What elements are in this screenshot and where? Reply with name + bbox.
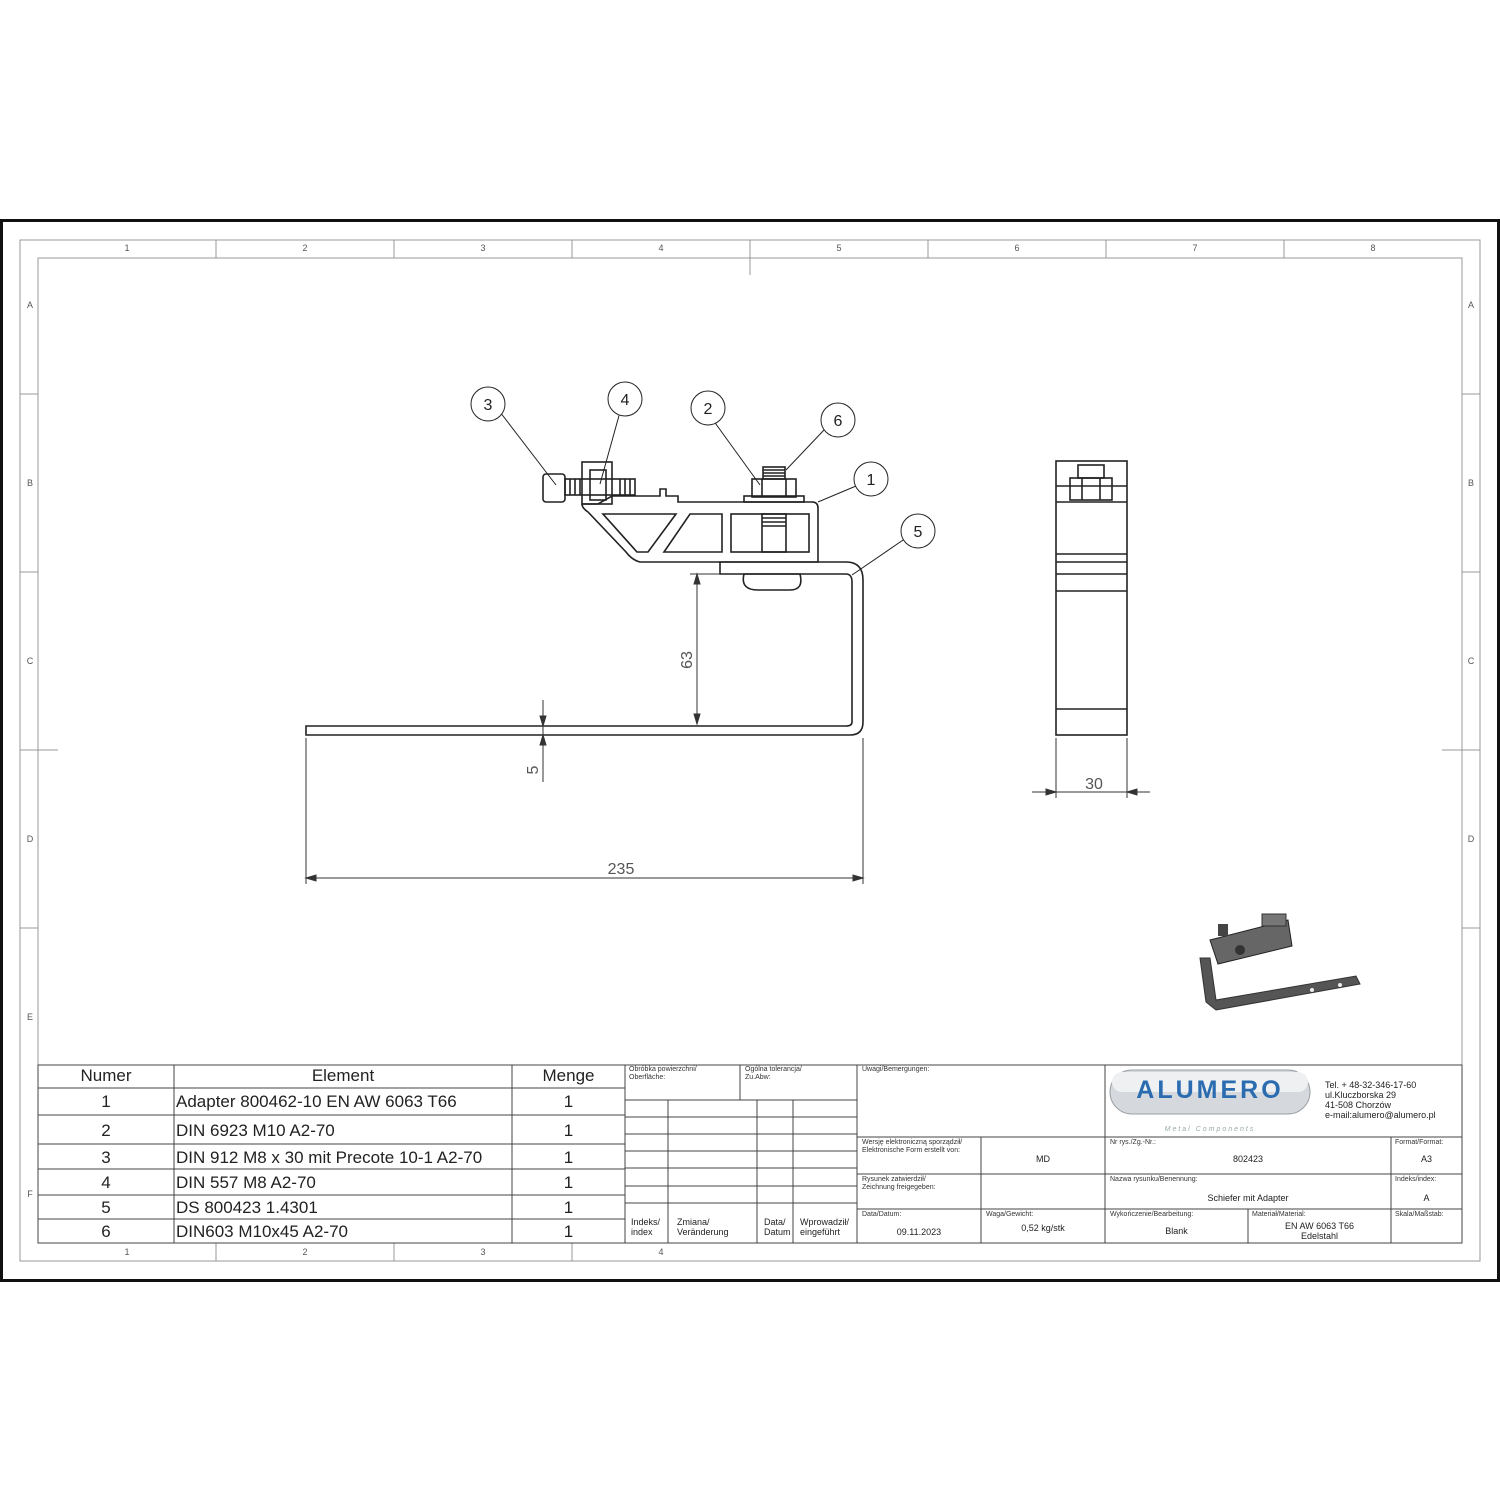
tolerance-label-1: Ogólna tolerancja/ xyxy=(745,1066,802,1073)
rev-entered-2: eingeführt xyxy=(800,1227,841,1237)
zone-bottom-col-3: 3 xyxy=(480,1247,486,1257)
bom-row-5-qty: 1 xyxy=(563,1198,574,1217)
zone-row-a-right: A xyxy=(1467,300,1475,310)
bom-header-element: Element xyxy=(311,1066,375,1085)
zone-col-1: 1 xyxy=(124,243,130,253)
zone-row-c-right: C xyxy=(1467,656,1475,666)
isometric-preview xyxy=(1200,914,1360,1010)
zone-row-f: F xyxy=(27,1189,33,1199)
material-value-2: Edelstahl xyxy=(1300,1231,1339,1241)
index-label: Indeks/index: xyxy=(1395,1176,1437,1183)
callout-1-label: 1 xyxy=(866,472,876,489)
rev-index-1: Indeks/ xyxy=(631,1217,661,1227)
rev-date-2: Datum xyxy=(764,1227,791,1237)
zone-row-b: B xyxy=(26,478,34,488)
company-phone: Tel. + 48-32-346-17-60 xyxy=(1325,1080,1417,1090)
bom-row-4-element: DIN 557 M8 A2-70 xyxy=(176,1173,316,1192)
name-value: Schiefer mit Adapter xyxy=(1207,1193,1289,1203)
front-view xyxy=(306,462,863,735)
adapter-cavity-3 xyxy=(731,514,809,552)
approved-label-1: Rysunek zatwierdził/ xyxy=(862,1176,926,1183)
bolt-6-head xyxy=(743,574,801,590)
bom-row-4-num: 4 xyxy=(101,1173,111,1192)
tolerance-label-2: Zu.Abw: xyxy=(745,1074,771,1081)
surface-label-2: Oberfläche: xyxy=(629,1074,666,1081)
bom-row-5-num: 5 xyxy=(101,1198,111,1217)
dim-30: 30 xyxy=(1085,776,1103,793)
zone-bottom-col-4: 4 xyxy=(658,1247,664,1257)
bom-row-1-num: 1 xyxy=(101,1092,111,1111)
bom-row-4-qty: 1 xyxy=(563,1173,574,1192)
bom-row-6-element: DIN603 M10x45 A2-70 xyxy=(176,1222,348,1241)
callout-5-label: 5 xyxy=(913,524,923,541)
drawing-no-label: Nr rys./Zg.-Nr.: xyxy=(1110,1139,1156,1146)
adapter-cavity-1 xyxy=(603,514,676,552)
drawing-no-value: 802423 xyxy=(1232,1154,1264,1164)
zone-col-8: 8 xyxy=(1370,243,1376,253)
format-label: Format/Format: xyxy=(1395,1139,1444,1146)
rev-date-1: Data/ xyxy=(764,1217,786,1227)
bom-row-3-element: DIN 912 M8 x 30 mit Precote 10-1 A2-70 xyxy=(176,1148,483,1167)
dim-5: 5 xyxy=(525,765,542,775)
zone-row-a: A xyxy=(26,300,34,310)
dim-63: 63 xyxy=(679,651,696,669)
bom-header-num: Numer xyxy=(80,1066,132,1085)
zone-bottom-col-1: 1 xyxy=(124,1247,130,1257)
bom-header-qty: Menge xyxy=(542,1066,595,1085)
zone-row-e: E xyxy=(26,1012,34,1022)
callout-4-label: 4 xyxy=(620,392,630,409)
side-view xyxy=(1056,461,1127,735)
bom-row-1-qty: 1 xyxy=(563,1092,574,1111)
company-city: 41-508 Chorzów xyxy=(1325,1100,1392,1110)
bom-row-6-num: 6 xyxy=(101,1222,111,1241)
scale-label: Skala/Maßstab: xyxy=(1395,1211,1444,1218)
bom-row-2-element: DIN 6923 M10 A2-70 xyxy=(176,1121,335,1140)
zone-col-2: 2 xyxy=(302,243,308,253)
dimension-lines xyxy=(306,574,1150,884)
hook-part xyxy=(306,562,863,735)
format-value: A3 xyxy=(1420,1154,1432,1164)
rev-index-2: index xyxy=(631,1227,653,1237)
bolt-6-nut xyxy=(752,479,796,497)
zone-bottom-col-2: 2 xyxy=(302,1247,308,1257)
date-value: 09.11.2023 xyxy=(896,1227,942,1237)
bolt-6-body xyxy=(762,514,786,552)
finish-label: Wykończenie/Bearbeitung: xyxy=(1110,1211,1194,1218)
finish-value: Blank xyxy=(1165,1226,1188,1236)
zone-row-d: D xyxy=(26,834,34,844)
date-label: Data/Datum: xyxy=(862,1211,902,1218)
callout-6-label: 6 xyxy=(833,413,843,430)
zone-row-b-right: B xyxy=(1467,478,1475,488)
callout-2-label: 2 xyxy=(703,401,713,418)
bom-row-2-num: 2 xyxy=(101,1121,111,1140)
created-value: MD xyxy=(1036,1154,1050,1164)
bom-row-5-element: DS 800423 1.4301 xyxy=(176,1198,318,1217)
zone-col-6: 6 xyxy=(1014,243,1020,253)
zone-row-c: C xyxy=(26,656,34,666)
weight-label: Waga/Gewicht: xyxy=(986,1211,1034,1218)
logo-text: ALUMERO xyxy=(1136,1076,1284,1104)
rev-change-1: Zmiana/ xyxy=(677,1217,710,1227)
created-label-1: Wersję elektroniczną sporządził/ xyxy=(862,1139,963,1146)
surface-label-1: Obróbka powierzchni/ xyxy=(629,1066,697,1073)
zone-col-7: 7 xyxy=(1192,243,1198,253)
rev-entered-1: Wprowadził/ xyxy=(800,1217,850,1227)
bom-row-3-qty: 1 xyxy=(563,1148,574,1167)
bom-row-3-num: 3 xyxy=(101,1148,111,1167)
company-street: ul.Kluczborska 29 xyxy=(1325,1090,1397,1100)
zone-col-4: 4 xyxy=(658,243,664,253)
name-label: Nazwa rysunku/Benennung: xyxy=(1110,1176,1198,1183)
bom-row-2-qty: 1 xyxy=(563,1121,574,1140)
callout-3-label: 3 xyxy=(483,397,493,414)
weight-value: 0,52 kg/stk xyxy=(1021,1223,1065,1233)
material-value-1: EN AW 6063 T66 xyxy=(1284,1221,1355,1231)
zone-col-3: 3 xyxy=(480,243,486,253)
company-email: e-mail:alumero@alumero.pl xyxy=(1325,1110,1436,1120)
created-label-2: Elektronische Form erstellt von: xyxy=(862,1147,961,1154)
zone-col-5: 5 xyxy=(836,243,842,253)
zone-row-d-right: D xyxy=(1467,834,1475,844)
rev-change-2: Veränderung xyxy=(677,1227,729,1237)
bom-row-1-element: Adapter 800462-10 EN AW 6063 T66 xyxy=(176,1092,457,1111)
bom-row-6-qty: 1 xyxy=(563,1222,574,1241)
material-label: Materiał/Material: xyxy=(1252,1211,1306,1218)
approved-label-2: Zeichnung freigegeben: xyxy=(862,1184,936,1191)
logo-tagline: Metal Components xyxy=(1164,1126,1256,1133)
remarks-label: Uwagi/Bemergungen: xyxy=(862,1066,930,1073)
dim-235: 235 xyxy=(607,861,635,878)
index-value: A xyxy=(1423,1193,1430,1203)
screw-3-head xyxy=(543,474,565,502)
